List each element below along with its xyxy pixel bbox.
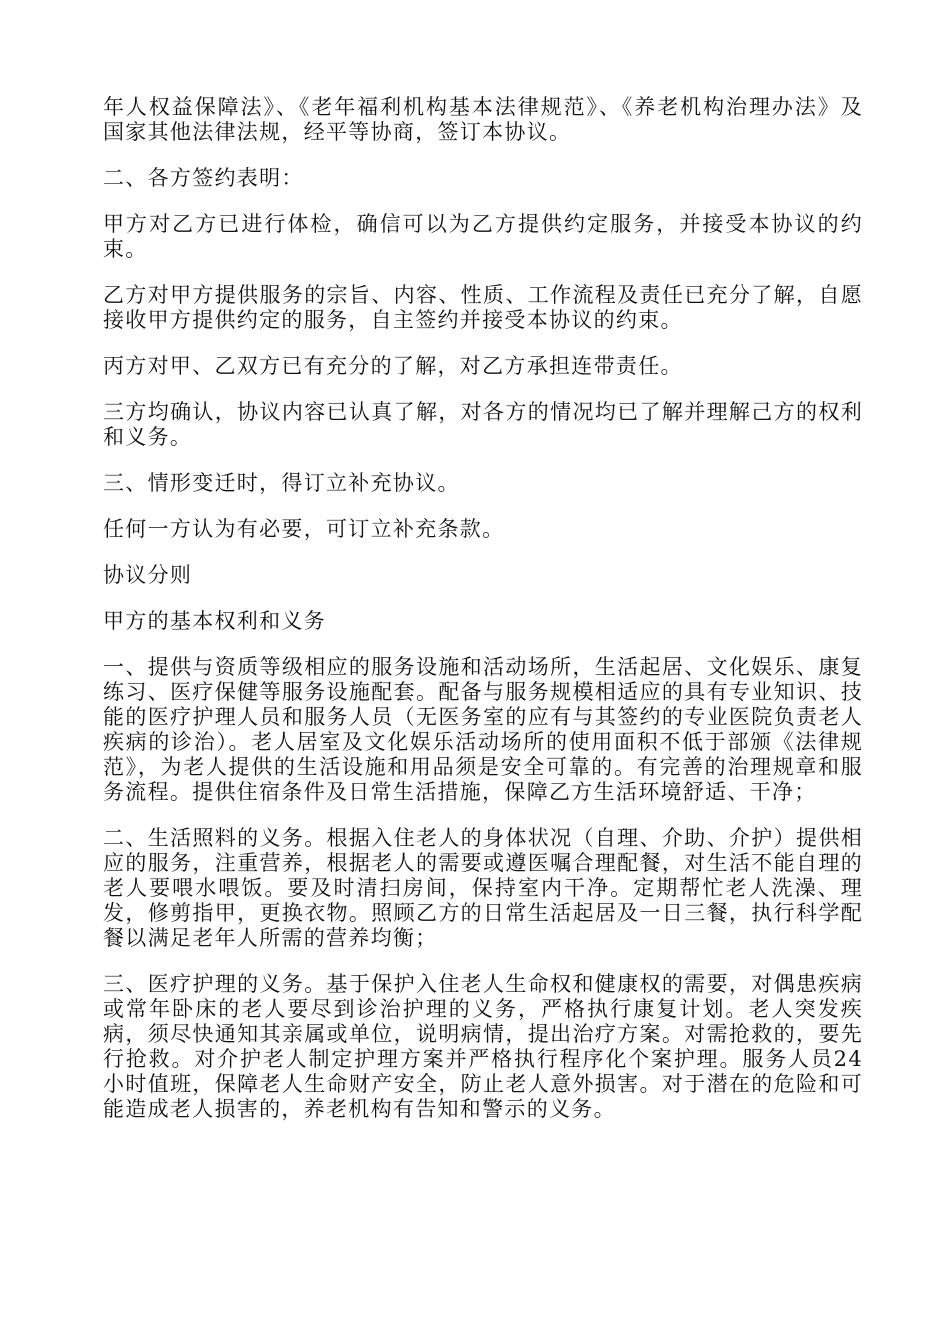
heading-agreement-details: 协议分则 xyxy=(103,563,193,587)
paragraph-facilities-duty: 一、提供与资质等级相应的服务设施和活动场所，生活起居、文化娱乐、康复练习、医疗保健等服务设施配套。配备与服务规模相适应的具有专业知识、技能的医疗护理人员和服务人员（无医务室的应有与其签约的专业医院负责老人疾病的诊治）。老人居室及文化娱乐活动场所的使用面积不低于部颁《法律规范》，为老人提供的生活设施和用品须是安全可靠的。有完善的治理规章和服务流程。提供住宿条件及日常生活措施，保障乙方生活环境舒适、干净； xyxy=(103,655,863,804)
paragraph-medical-care-duty: 三、医疗护理的义务。基于保护入住老人生命权和健康权的需要，对偶患疾病或常年卧床的老人要尽到诊治护理的义务，严格执行康复计划。老人突发疾病，须尽快通知其亲属或单位，说明病情，提出治疗方案。对需抢救的，要先行抢救。对介护老人制定护理方案并严格执行程序化个案护理。服务人员24小时值班，保障老人生命财产安全，防止老人意外损害。对于潜在的危险和可能造成老人损害的，养老机构有告知和警示的义务。 xyxy=(103,972,863,1121)
heading-parties-statement: 二、各方签约表明： xyxy=(103,166,304,190)
paragraph-party-a-statement: 甲方对乙方已进行体检，确信可以为乙方提供约定服务，并接受本协议的约束。 xyxy=(103,212,863,261)
paragraph-daily-care-duty: 二、生活照料的义务。根据入住老人的身体状况（自理、介助、介护）提供相应的服务，注重营养，根据老人的需要或遵医嘱合理配餐，对生活不能自理的老人要喂水喂饭。要及时清扫房间，保持室内干净。定期帮忙老人洗澡、理发，修剪指甲，更换衣物。照顾乙方的日常生活起居及一日三餐，执行科学配餐以满足老年人所需的营养均衡； xyxy=(103,826,863,950)
paragraph-supplementary-terms: 任何一方认为有必要，可订立补充条款。 xyxy=(103,517,505,541)
heading-party-a-rights: 甲方的基本权利和义务 xyxy=(103,609,326,633)
heading-supplementary-agreement: 三、情形变迁时，得订立补充协议。 xyxy=(103,471,460,495)
document-page xyxy=(103,95,863,1143)
paragraph-party-c-statement: 丙方对甲、乙双方已有充分的了解，对乙方承担连带责任。 xyxy=(103,354,683,378)
paragraph-party-b-statement: 乙方对甲方提供服务的宗旨、内容、性质、工作流程及责任已充分了解，自愿接收甲方提供约定的服务，自主签约并接受本协议的约束。 xyxy=(103,283,863,332)
paragraph-all-parties-confirm: 三方均确认，协议内容已认真了解，对各方的情况均已了解并理解己方的权利和义务。 xyxy=(103,400,863,449)
paragraph-law-basis: 年人权益保障法》、《老年福利机构基本法律规范》、《养老机构治理办法》及国家其他法律法规，经平等协商，签订本协议。 xyxy=(103,95,863,144)
